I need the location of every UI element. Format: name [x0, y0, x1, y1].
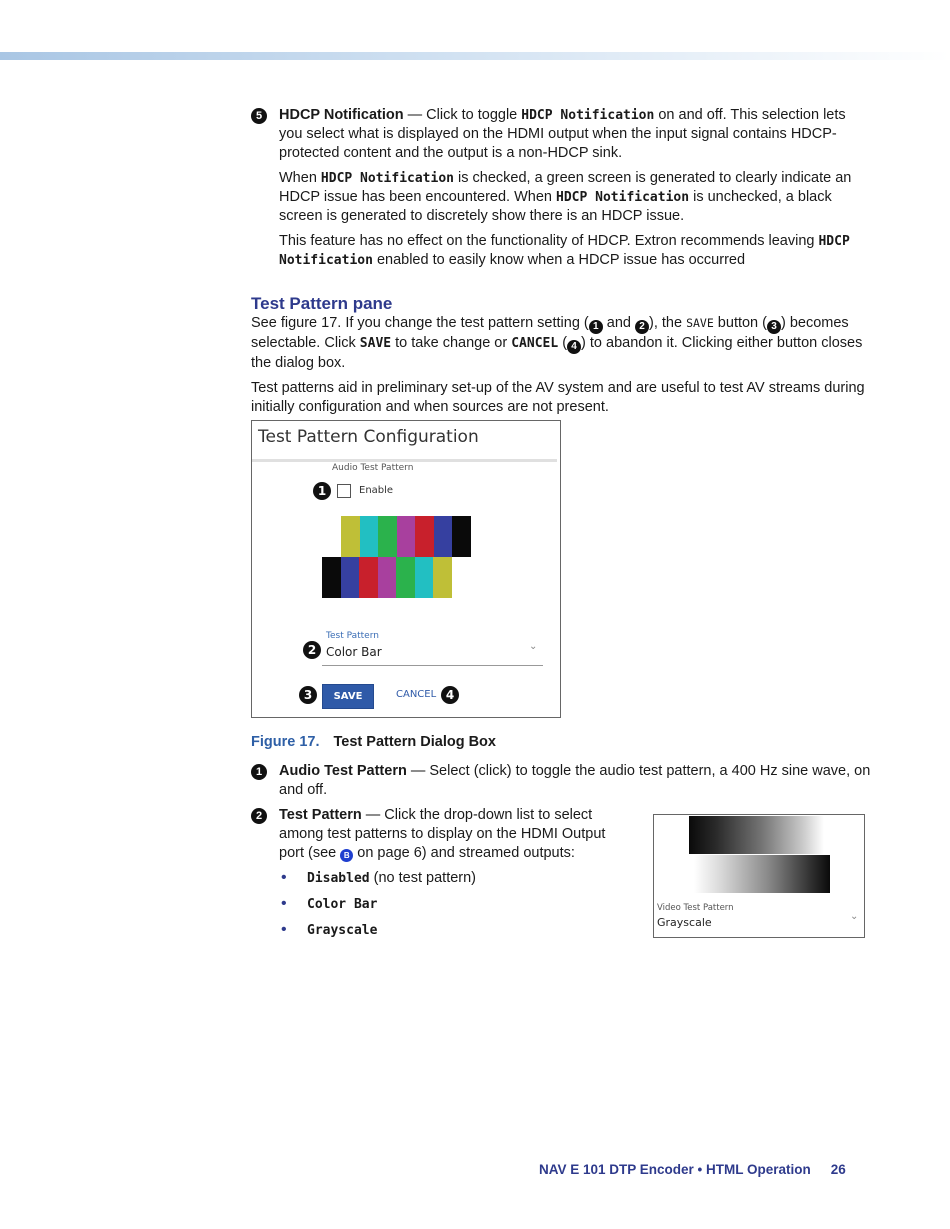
hdcp-item: [251, 106, 871, 163]
page-number: 26: [830, 1162, 846, 1177]
save-button[interactable]: SAVE: [322, 684, 374, 709]
callout-1-icon: 1: [251, 764, 267, 780]
callout-3-icon: 3: [767, 320, 781, 334]
grayscale-bar-bottom: [694, 855, 830, 893]
color-bar-6: [415, 557, 434, 598]
callout-b-icon: B: [340, 849, 353, 862]
hdcp-desc: on and off. This selection lets you select what is displayed on the HDMI output when the input signal contains HDCP-protected content and the output is a non-HDCP sink.: [279, 107, 846, 161]
hdcp-para-3: This feature has no effect on the functionality of HDCP. Extron recommends leaving HDCP Notification enabled to easily know when a HDCP issue has occurred: [279, 233, 850, 268]
test-pattern-dialog: [251, 420, 561, 718]
callout-2-icon: 2: [251, 808, 267, 824]
figure-caption: [251, 734, 496, 750]
list-item: • Disabled (no test pattern): [279, 869, 871, 888]
hdcp-title: HDCP Notification: [279, 107, 404, 123]
page-footer: [539, 1162, 846, 1177]
section-heading: Test Pattern pane: [251, 294, 393, 313]
hdcp-code: HDCP Notification: [521, 108, 655, 123]
chevron-down-icon[interactable]: ⌄: [850, 911, 859, 922]
color-bar-3: [359, 557, 378, 598]
test-pattern-para-2: Test patterns aid in preliminary set-up of the AV system and are useful to test AV streams during initially configuration and when sources are not present.: [251, 380, 865, 415]
test-pattern-dropdown[interactable]: Color Bar: [326, 645, 382, 659]
color-bar-5: [415, 516, 434, 557]
enable-label: Enable: [359, 485, 394, 496]
color-bars-top: [341, 516, 471, 557]
dialog-title: Test Pattern Configuration: [258, 427, 479, 447]
color-bar-4: [397, 516, 416, 557]
video-test-pattern-label: Video Test Pattern: [657, 903, 734, 913]
cancel-button[interactable]: CANCEL: [396, 689, 437, 700]
footer-title: NAV E 101 DTP Encoder • HTML Operation: [539, 1162, 811, 1177]
callout-2-icon: 2: [635, 320, 649, 334]
test-pattern-para-1: See figure 17. If you change the test pattern setting ( 1 and 2 ), the SAVE button ( 3 ) becomes selectable. Click SAVE to take change or CANCEL ( 4 ) to abandon it. Clicking either button closes the dialog box.: [251, 315, 863, 371]
audio-test-pattern-item: [251, 762, 871, 800]
test-pattern-item: 2 Test Pattern — Click the drop-down list to select among test patterns to display on the HDMI Output port (see B on page 6) and streamed outputs:: [251, 806, 624, 863]
dialog-divider: [252, 459, 557, 462]
item-1-desc: — Select (click) to toggle the audio test pattern, a 400 Hz sine wave, on and off.: [279, 763, 871, 798]
list-item: • Color Bar: [279, 895, 871, 914]
figure-title: Test Pattern Dialog Box: [333, 734, 496, 750]
video-test-pattern-dropdown[interactable]: Grayscale: [657, 916, 712, 929]
color-bar-7: [433, 557, 452, 598]
callout-3-icon: 3: [299, 686, 317, 704]
callout-4-icon: 4: [567, 340, 581, 354]
grayscale-preview-panel: [653, 814, 865, 938]
chevron-down-icon[interactable]: ⌄: [529, 641, 538, 652]
dropdown-underline: [322, 665, 543, 666]
item-2-title: Test Pattern: [279, 807, 362, 823]
color-bar-2: [360, 516, 379, 557]
figure-number: Figure 17.: [251, 734, 320, 750]
color-bar-1: [341, 516, 360, 557]
hdcp-dash: — Click to toggle: [403, 107, 522, 123]
color-bar-1: [322, 557, 341, 598]
color-bar-3: [378, 516, 397, 557]
test-pattern-dropdown-label: Test Pattern: [326, 631, 379, 641]
enable-checkbox[interactable]: [337, 484, 351, 498]
color-bar-7: [452, 516, 471, 557]
header-gradient-bar: [0, 52, 950, 60]
callout-5-icon: 5: [251, 108, 267, 124]
callout-4-icon: 4: [441, 686, 459, 704]
callout-1-icon: 1: [313, 482, 331, 500]
audio-test-pattern-label: Audio Test Pattern: [332, 463, 414, 473]
callout-1-icon: 1: [589, 320, 603, 334]
color-bar-6: [434, 516, 453, 557]
hdcp-para-2: When HDCP Notification is checked, a green screen is generated to clearly indicate an HDCP issue has been encountered. When HDCP Notification is unchecked, a black screen is generated to discretely show there is an HDCP issue.: [279, 170, 852, 224]
callout-2-icon: 2: [303, 641, 321, 659]
grayscale-bar-top: [689, 816, 824, 854]
item-1-title: Audio Test Pattern: [279, 763, 407, 779]
color-bar-2: [341, 557, 360, 598]
color-bars-bottom: [322, 557, 452, 598]
list-item: • Grayscale: [279, 921, 871, 940]
body-text: [251, 106, 871, 423]
color-bar-4: [378, 557, 397, 598]
color-bar-5: [396, 557, 415, 598]
